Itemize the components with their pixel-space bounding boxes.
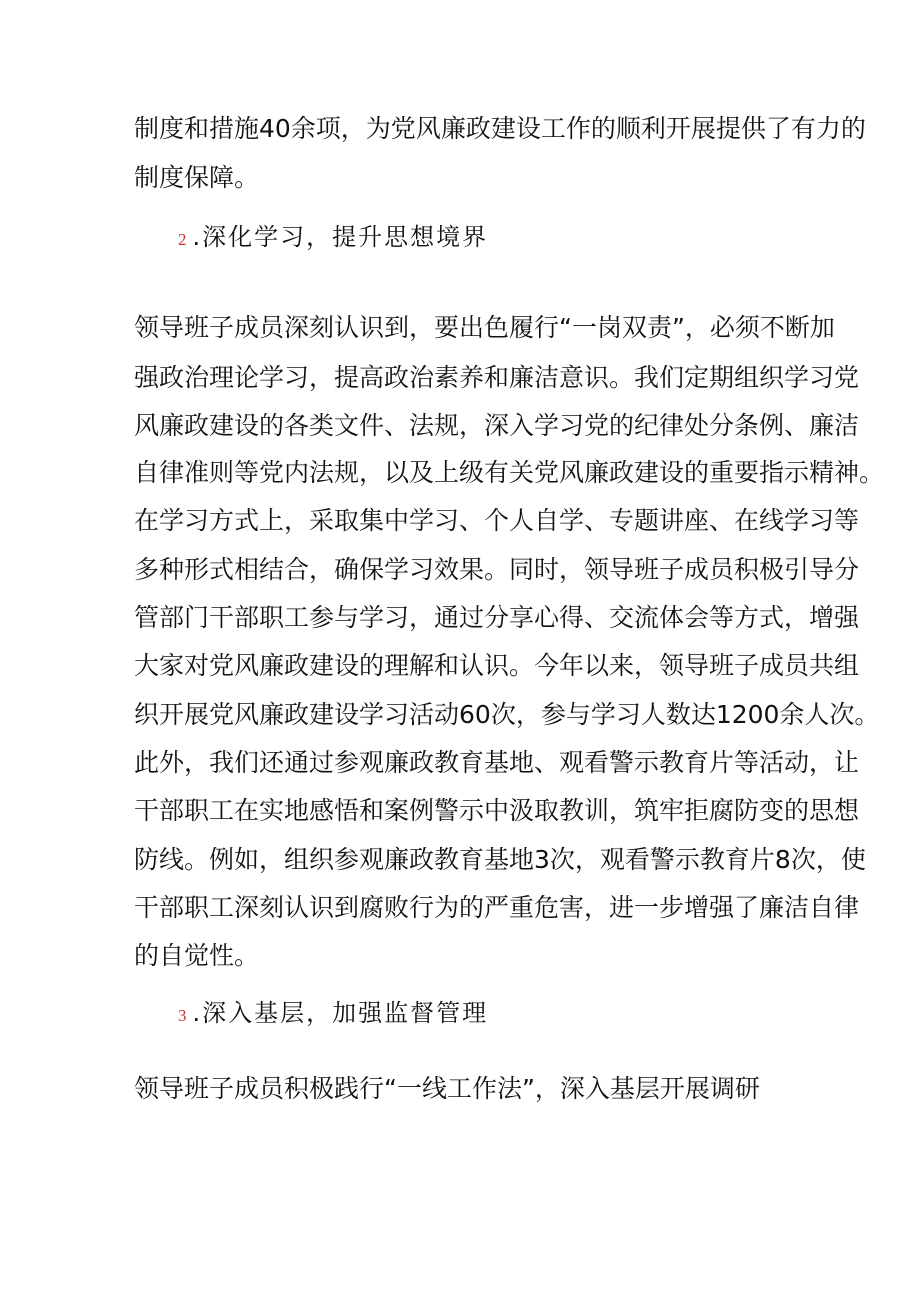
paragraph-2-line-6: 多种形式相结合，确保学习效果。同时，领导班子成员积极引导分 [134, 555, 860, 584]
paragraph-2-line-11: 干部职工在实地感悟和案例警示中汲取教训，筑牢拒腐防变的思想 [134, 796, 860, 825]
paragraph-2-line-8: 大家对党风廉政建设的理解和认识。今年以来，领导班子成员共组 [134, 651, 860, 680]
section-heading-2 [178, 222, 488, 255]
paragraph-2-line-9: 织开展党风廉政建设学习活动60次，参与学习人数达1200余人次。 [134, 700, 880, 729]
section-title-3: .深入基层，加强监督管理 [192, 999, 489, 1027]
paragraph-2-line-3: 风廉政建设的各类文件、法规，深入学习党的纪律处分条例、廉洁 [134, 411, 860, 440]
paragraph-2-line-13: 干部职工深刻认识到腐败行为的严重危害，进一步增强了廉洁自律 [134, 893, 860, 922]
paragraph-2-line-1: 领导班子成员深刻认识到，要出色履行“一岗双责”，必须不断加 [134, 313, 835, 342]
paragraph-2-line-10: 此外，我们还通过参观廉政教育基地、观看警示教育片等活动，让 [134, 748, 860, 777]
section-number-2: 2 [178, 230, 187, 249]
section-heading-3 [178, 998, 488, 1031]
section-title-2: .深化学习，提升思想境界 [192, 223, 489, 251]
paragraph-3-line-1: 领导班子成员积极践行“一线工作法”，深入基层开展调研 [134, 1074, 760, 1103]
section-number-3: 3 [178, 1006, 187, 1025]
paragraph-2-line-7: 管部门干部职工参与学习，通过分享心得、交流体会等方式，增强 [134, 603, 860, 632]
paragraph-2-line-5: 在学习方式上，采取集中学习、个人自学、专题讲座、在线学习等 [134, 506, 860, 535]
paragraph-2-line-12: 防线。例如，组织参观廉政教育基地3次，观看警示教育片8次，使 [134, 845, 866, 874]
paragraph-1-line-2: 制度保障。 [134, 163, 260, 192]
paragraph-2-line-4: 自律准则等党内法规，以及上级有关党风廉政建设的重要指示精神。 [134, 458, 885, 487]
paragraph-2-line-2: 强政治理论学习，提高政治素养和廉洁意识。我们定期组织学习党 [134, 363, 860, 392]
paragraph-2-line-14: 的自觉性。 [134, 941, 260, 970]
paragraph-1-line-1: 制度和措施40余项，为党风廉政建设工作的顺利开展提供了有力的 [134, 114, 866, 143]
